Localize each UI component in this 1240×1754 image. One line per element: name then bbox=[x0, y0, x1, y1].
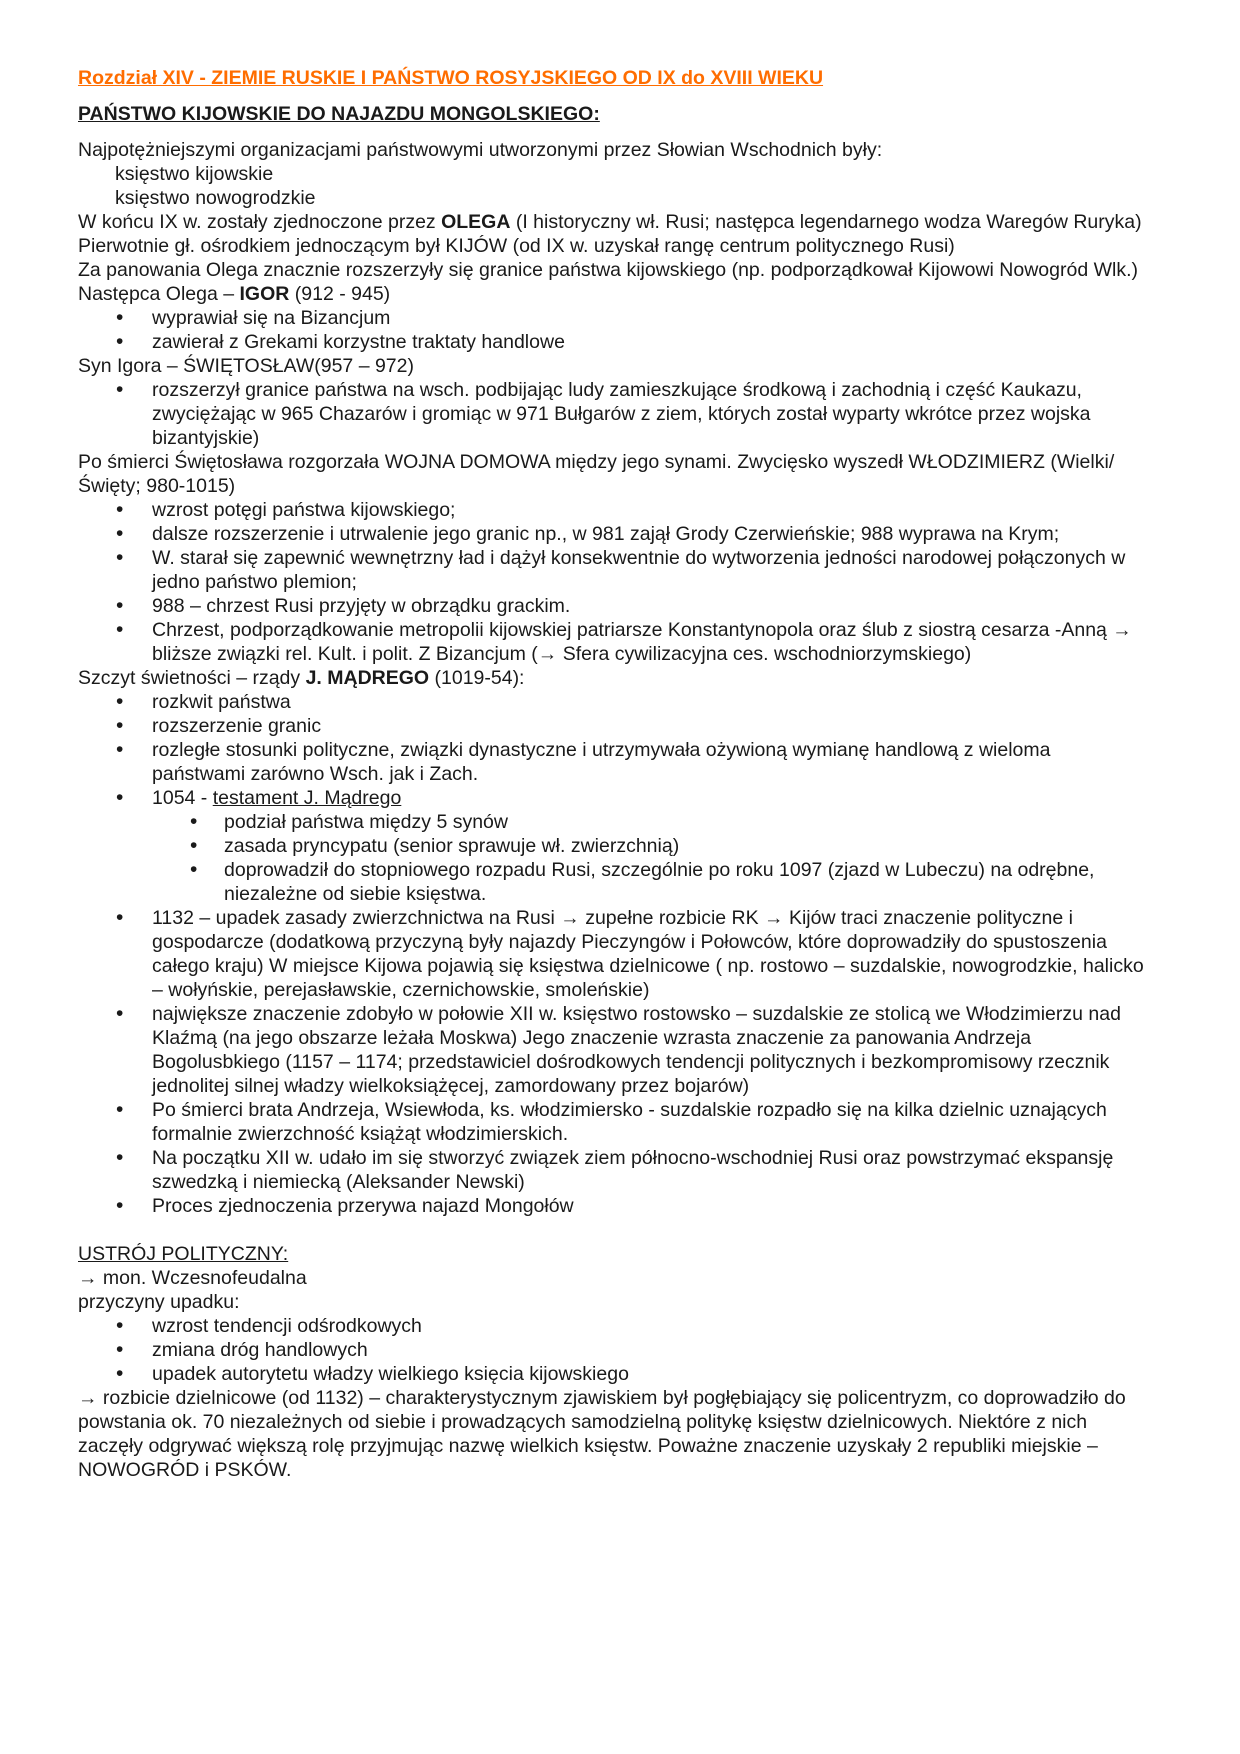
text-run: Następca Olega – bbox=[78, 283, 240, 305]
list-item-testament bbox=[78, 786, 1148, 906]
kijow-paragraph: Pierwotnie gł. ośrodkiem jednoczącym był KIJÓW (od IX w. uzyskał rangę centrum politycznego Rusi) bbox=[78, 235, 955, 257]
list-item: • Na początku XII w. udało im się stworzyć związek ziem północno-wschodniej Rusi oraz powstrzymać ekspansję szwedzką i niemiecką (Aleksander Newski) bbox=[78, 1146, 1148, 1194]
ustroj-przyczyny: przyczyny upadku: bbox=[78, 1291, 240, 1313]
igor-paragraph bbox=[78, 282, 1148, 306]
document-body bbox=[78, 66, 1148, 1482]
list-item: • Proces zjednoczenia przerywa najazd Mongołów bbox=[78, 1194, 1148, 1218]
list-item: • doprowadził do stopniowego rozpadu Rusi, szczególnie po roku 1097 (zjazd w Lubeczu) na odrębne, niezależne od siebie księstwa. bbox=[78, 858, 1148, 906]
text-run: (912 - 945) bbox=[289, 283, 391, 305]
list-item: • upadek autorytetu władzy wielkiego księcia kijowskiego bbox=[78, 1362, 1148, 1386]
panowanie-paragraph: Za panowania Olega znacznie rozszerzyły się granice państwa kijowskiego (np. podporządkował Kijowowi Nowogród Wlk.) bbox=[78, 259, 1138, 281]
intro-item: księstwo kijowskie bbox=[115, 163, 274, 185]
list-item: • 988 – chrzest Rusi przyjęty w obrządku grackim. bbox=[78, 594, 1148, 618]
list-item: • dalsze rozszerzenie i utrwalenie jego granic np., w 981 zajął Grody Czerwieńskie; 988 wyprawa na Krym; bbox=[78, 522, 1148, 546]
list-item: • zasada pryncypatu (senior sprawuje wł. zwierzchnią) bbox=[78, 834, 1148, 858]
testament-underlined: testament J. Mądrego bbox=[212, 787, 402, 809]
text-run: W końcu IX w. zostały zjednoczone przez bbox=[78, 211, 442, 233]
list-item: • wzrost potęgi państwa kijowskiego; bbox=[78, 498, 1148, 522]
chapter-title: Rozdział XIV - ZIEMIE RUSKIE I PAŃSTWO ROSYJSKIEGO OD IX do XVIII WIEKU bbox=[78, 67, 824, 89]
olega-paragraph bbox=[78, 210, 1148, 234]
bold-name-olega: OLEGA bbox=[441, 211, 511, 233]
text-run: 1054 - bbox=[152, 787, 213, 809]
list-item: • Chrzest, podporządkowanie metropolii kijowskiej patriarsze Konstantynopola oraz ślub z siostrą cesarza -Anną → bliższe związki rel. Kult. i polit. Z Bizancjum (→ Sfera cywilizacyjna ces. wschodniorzymskiego) bbox=[78, 618, 1148, 666]
list-item: • Po śmierci brata Andrzeja, Wsiewłoda, ks. włodzimiersko - suzdalskie rozpadło się na kilka dzielnic uznających formalnie zwierzchność książąt włodzimierskich. bbox=[78, 1098, 1148, 1146]
intro-paragraph: Najpotężniejszymi organizacjami państwowymi utworzonymi przez Słowian Wschodnich były: bbox=[78, 139, 883, 161]
list-item: • W. starał się zapewnić wewnętrzny ład i dążył konsekwentnie do wytworzenia jedności narodowej połączonych w jedno państwo plemion; bbox=[78, 546, 1148, 594]
list-item: • rozkwit państwa bbox=[78, 690, 1148, 714]
ustroj-mon: → mon. Wczesnofeudalna bbox=[78, 1267, 307, 1289]
list-item: • zmiana dróg handlowych bbox=[78, 1338, 1148, 1362]
testament-list bbox=[152, 810, 1148, 906]
text-run: (1019-54): bbox=[429, 667, 525, 689]
igor-list bbox=[78, 306, 1148, 354]
list-item: • rozległe stosunki polityczne, związki dynastyczne i utrzymywała ożywioną wymianę handlową z wieloma państwami zarówno Wsch. jak i Zach. bbox=[78, 738, 1148, 786]
ustroj-heading: USTRÓJ POLITYCZNY: bbox=[78, 1243, 289, 1265]
section-heading: PAŃSTWO KIJOWSKIE DO NAJAZDU MONGOLSKIEGO: bbox=[78, 103, 600, 125]
text-run: Szczyt świetności – rządy bbox=[78, 667, 306, 689]
list-item: • wzrost tendencji odśrodkowych bbox=[78, 1314, 1148, 1338]
bold-name-madry: J. MĄDREGO bbox=[305, 667, 430, 689]
rozbicie-paragraph: → rozbicie dzielnicowe (od 1132) – charakterystycznym zjawiskiem był pogłębiający się policentryzm, co doprowadziło do powstania ok. 70 niezależnych od siebie i prowadzących samodzielną politykę księstw dzielnicowych. Niektóre z nich zaczęły odgrywać większą rolę przyjmując nazwę wielkich księstw. Poważne znaczenie uzyskały 2 republiki miejskie – NOWOGRÓD i PSKÓW. bbox=[78, 1387, 1126, 1481]
wlodzimierz-paragraph: Po śmierci Świętosława rozgorzała WOJNA DOMOWA między jego synami. Zwycięsko wyszedł WŁODZIMIERZ (Wielki/Święty; 980-1015) bbox=[78, 451, 1115, 497]
list-item: • 1132 – upadek zasady zwierzchnictwa na Rusi → zupełne rozbicie RK → Kijów traci znaczenie polityczne i gospodarcze (dodatkową przyczyną były najazdy Pieczyngów i Połowców, które doprowadziły do spustoszenia całego kraju) W miejsce Kijowa pojawią się księstwa dzielnicowe ( np. rostowo – suzdalskie, nowogrodzkie, halicko – wołyńskie, perejasławskie, czernichowskie, smoleńskie) bbox=[78, 906, 1148, 1002]
text-run: (I historyczny wł. Rusi; następca legendarnego wodza Waregów Ruryka) bbox=[510, 211, 1142, 233]
list-item: • rozszerzył granice państwa na wsch. podbijając ludy zamieszkujące środkową i zachodnią i część Kaukazu, zwyciężając w 965 Chazarów i gromiąc w 971 Bułgarów z ziem, których został wyparty wkrótce przez wojska bizantyjskie) bbox=[78, 378, 1148, 450]
wlodzimierz-list bbox=[78, 498, 1148, 666]
list-item: • podział państwa między 5 synów bbox=[78, 810, 1148, 834]
intro-item: księstwo nowogrodzkie bbox=[115, 187, 316, 209]
list-item: • największe znaczenie zdobyło w połowie XII w. księstwo rostowsko – suzdalskie ze stolicą we Włodzimierzu nad Klaźmą (na jego obszarze leżała Moskwa) Jego znaczenie wzrasta znaczenie za panowania Andrzeja Bogolusbkiego (1157 – 1174; przedstawiciel dośrodkowych tendencji politycznych i bezkompromisowy rzecznik jednolitej silnej władzy wielkoksiążęcej, zamordowany przez bojarów) bbox=[78, 1002, 1148, 1098]
list-item: • zawierał z Grekami korzystne traktaty handlowe bbox=[78, 330, 1148, 354]
swietoslaw-paragraph: Syn Igora – ŚWIĘTOSŁAW(957 – 972) bbox=[78, 355, 414, 377]
swietoslaw-list bbox=[78, 378, 1148, 450]
madry-list bbox=[78, 690, 1148, 1218]
list-item: • rozszerzenie granic bbox=[78, 714, 1148, 738]
madry-paragraph bbox=[78, 666, 1148, 690]
blank-line bbox=[78, 1218, 1148, 1242]
bold-name-igor: IGOR bbox=[239, 283, 290, 305]
list-item: • wyprawiał się na Bizancjum bbox=[78, 306, 1148, 330]
upadek-list bbox=[78, 1314, 1148, 1386]
